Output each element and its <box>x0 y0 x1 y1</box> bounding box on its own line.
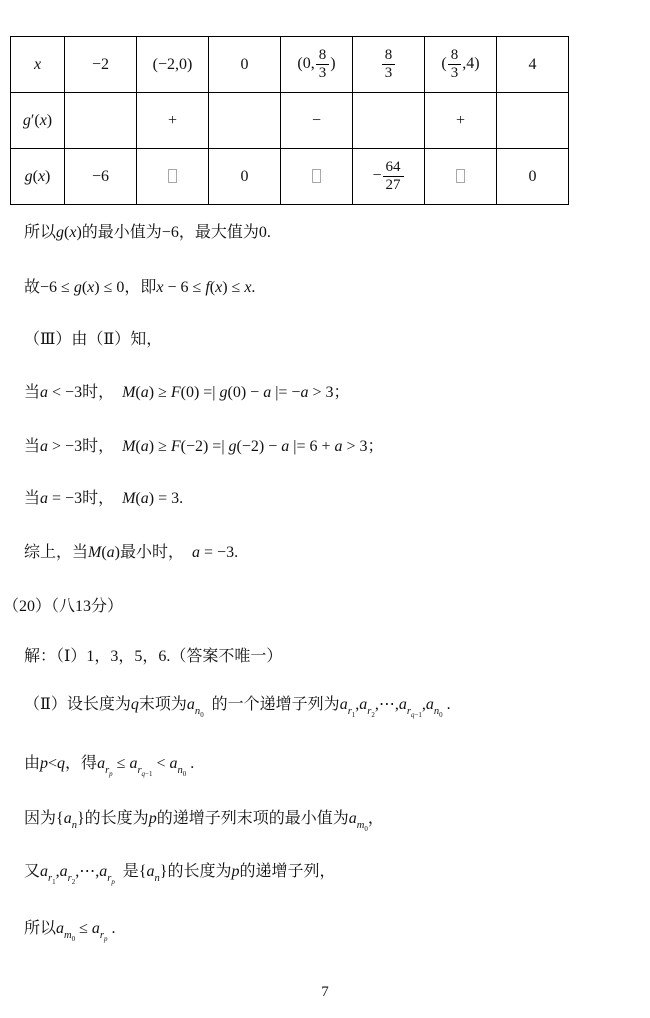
fraction-denominator: 27 <box>385 177 401 193</box>
math-run: a <box>425 696 434 713</box>
math-run: q <box>130 696 139 713</box>
math-run: M(a) = 3. <box>122 490 184 507</box>
text-run: 综上，当 <box>24 544 89 561</box>
math-run: a <box>186 696 195 713</box>
math-run: r <box>67 872 72 884</box>
math-run: 0 <box>182 769 187 778</box>
math-run: x <box>33 55 42 73</box>
math-run: ,⋯, <box>75 863 100 880</box>
solution-line <box>24 542 238 564</box>
text-run: 解：（Ⅰ）1，3，5，6.（答案不唯一） <box>24 648 283 665</box>
math-run: n <box>433 705 440 717</box>
math-run: a < −3 <box>40 384 83 401</box>
solution-line <box>24 329 162 351</box>
math-run: n <box>71 819 77 831</box>
subscript <box>367 706 375 717</box>
text-run: ) <box>330 55 336 73</box>
text-run: ； <box>367 438 384 455</box>
text-run: ； <box>333 384 350 401</box>
math-run: } <box>76 810 85 827</box>
math-run: n <box>154 872 160 884</box>
text-run: 时， <box>82 490 123 507</box>
text-run: (0, <box>297 55 315 73</box>
solution-line <box>24 382 350 404</box>
math-run: g(x) <box>56 224 82 241</box>
solution-line <box>24 222 271 244</box>
math-run: {a <box>138 863 155 880</box>
math-run: M(a) ≥ F(−2) =| g(−2) − a |= 6 + a > 3 <box>122 438 368 455</box>
text-run: 所以 <box>24 224 57 241</box>
math-run: x − 6 ≤ f(x) ≤ x. <box>156 279 256 296</box>
math-run: p <box>148 810 157 827</box>
math-run: 2 <box>71 877 76 886</box>
text-run: 的长度为 <box>167 863 232 880</box>
math-run: g(x) <box>24 167 51 185</box>
subscript <box>64 930 75 941</box>
math-run: a <box>398 696 407 713</box>
text-run: 所以 <box>24 920 57 937</box>
text-run: 故 <box>24 279 41 296</box>
math-run: a <box>99 863 108 880</box>
subscript <box>142 770 153 778</box>
math-run: 0. <box>258 224 271 241</box>
text-run: −6 <box>91 167 110 185</box>
math-run: p <box>231 863 240 880</box>
text-run: 由 <box>24 755 41 772</box>
solution-line <box>24 488 183 510</box>
fraction-numerator: 8 <box>448 47 462 65</box>
text-run: 4 <box>528 55 537 73</box>
math-run: . <box>107 920 116 937</box>
solution-line <box>24 646 282 668</box>
math-run: a = −3. <box>192 544 239 561</box>
math-run: n <box>177 764 183 776</box>
subscript <box>137 765 152 776</box>
math-run: r <box>48 872 53 884</box>
subscript <box>177 765 186 776</box>
math-run: a = −3 <box>40 490 83 507</box>
subscript <box>357 820 368 831</box>
math-run: q−1 <box>410 710 422 719</box>
math-run: p <box>111 877 115 886</box>
text-run: （20）（八13分） <box>3 598 124 615</box>
subscript <box>100 930 108 941</box>
subscript <box>407 706 422 717</box>
math-run: . <box>442 696 451 713</box>
text-run: −2 <box>91 55 110 73</box>
math-run: r <box>99 929 105 941</box>
math-run: 0 <box>364 824 368 833</box>
subscript <box>105 765 113 776</box>
math-run: a <box>129 755 138 772</box>
math-run: g′(x) <box>22 111 53 129</box>
text-run: − <box>311 111 322 129</box>
solution-line <box>24 694 451 726</box>
text-run: 当 <box>24 490 41 507</box>
math-run: r <box>107 872 112 884</box>
math-run: a <box>169 755 178 772</box>
math-run: 0 <box>200 710 204 719</box>
text-run: ，即 <box>124 279 157 296</box>
fraction-denominator: 3 <box>318 65 327 81</box>
text-run: 的一个递增子列为 <box>203 696 340 713</box>
text-run: ( <box>441 55 447 73</box>
math-run: a <box>348 810 357 827</box>
fraction-numerator: 8 <box>316 47 330 65</box>
solution-line <box>24 861 336 893</box>
text-run: ，得 <box>65 755 98 772</box>
text-run: 是 <box>114 863 139 880</box>
math-run: r <box>105 764 110 776</box>
math-run: −6 ≤ g(x) ≤ 0 <box>40 279 125 296</box>
text-run: 0 <box>528 167 537 185</box>
text-run: （Ⅱ）设长度为 <box>24 696 131 713</box>
text-run: 的递增子列， <box>239 863 336 880</box>
math-run: q−1 <box>141 769 153 778</box>
math-run: r <box>137 764 142 776</box>
math-run: a <box>40 863 49 880</box>
text-run: (−2,0) <box>152 55 193 73</box>
subscript <box>411 711 422 719</box>
text-run: 时， <box>82 384 123 401</box>
math-run: p <box>109 769 113 778</box>
text-run: 最小时， <box>120 544 193 561</box>
math-run: ≤ <box>75 920 92 937</box>
math-run: r <box>347 705 352 717</box>
text-run: 当 <box>24 438 41 455</box>
math-run: 1 <box>52 877 56 886</box>
math-run: a > −3 <box>40 438 83 455</box>
math-run: , <box>421 696 426 713</box>
subscript <box>48 873 56 884</box>
math-run: 1 <box>351 710 356 719</box>
math-run: ,⋯, <box>374 696 399 713</box>
fraction-numerator: 8 <box>382 47 396 65</box>
math-run: , <box>55 863 60 880</box>
subscript <box>107 873 115 884</box>
text-run: ， <box>367 810 384 827</box>
text-run: 的递增子列末项的最小值为 <box>156 810 349 827</box>
math-run: p <box>104 934 108 943</box>
text-run: 0 <box>240 55 249 73</box>
math-run: a <box>59 863 68 880</box>
solution-line <box>24 436 384 458</box>
fraction-denominator: 3 <box>384 65 393 81</box>
text-run: 末项为 <box>138 696 187 713</box>
text-run: （Ⅲ）由（Ⅱ）知， <box>24 331 163 348</box>
text-run: ,4) <box>462 55 480 73</box>
solution-line <box>3 596 123 618</box>
text-run: ，最大值为 <box>178 224 259 241</box>
text-run: 时， <box>82 438 123 455</box>
math-run: a <box>359 696 368 713</box>
math-run: n <box>194 705 201 717</box>
math-run: , <box>355 696 360 713</box>
math-run: a <box>97 755 106 772</box>
solution-line <box>24 918 116 950</box>
math-run: r <box>367 705 372 717</box>
math-run: m <box>64 929 72 941</box>
text-run: − <box>372 167 382 185</box>
math-run: r <box>406 705 411 717</box>
text-run: 又 <box>24 863 41 880</box>
math-run: ≤ <box>112 755 130 772</box>
math-run: 0 <box>71 934 76 943</box>
math-run: −6 <box>161 224 179 241</box>
text-run: 因为 <box>24 810 57 827</box>
page-number: 7 <box>321 984 329 1000</box>
text-run: 0 <box>240 167 249 185</box>
subscript <box>434 706 443 717</box>
math-run: < <box>152 755 170 772</box>
math-run: } <box>159 863 168 880</box>
math-run: p<q <box>40 755 66 772</box>
math-run: M(a) ≥ F(0) =| g(0) − a |= −a > 3 <box>122 384 334 401</box>
subscript <box>195 706 204 717</box>
text-run: 的最小值为 <box>81 224 162 241</box>
fraction-numerator: 64 <box>383 159 404 177</box>
math-run: m <box>356 819 365 831</box>
text-run: 当 <box>24 384 41 401</box>
math-run: 0 <box>439 710 443 719</box>
math-run: 2 <box>371 710 375 719</box>
math-run: . <box>186 755 195 772</box>
math-run: {a <box>56 810 72 827</box>
text-run: 的长度为 <box>84 810 149 827</box>
text-run: + <box>455 111 466 129</box>
fraction-denominator: 3 <box>450 65 459 81</box>
math-run: M(a) <box>88 544 120 561</box>
text-run: + <box>167 111 178 129</box>
solution-line <box>24 808 384 840</box>
solution-line <box>24 277 255 299</box>
math-run: a <box>91 920 100 937</box>
math-run: a <box>56 920 65 937</box>
math-run: a <box>339 696 348 713</box>
solution-line <box>24 753 194 785</box>
